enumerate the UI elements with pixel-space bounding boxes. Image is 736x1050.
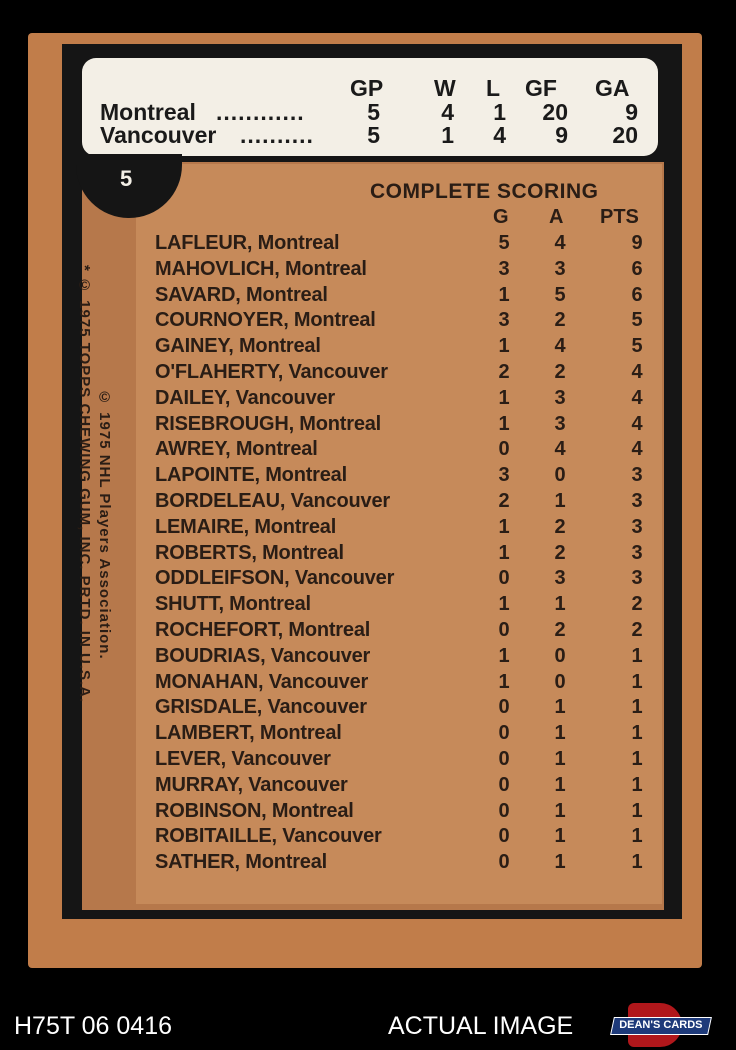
player-name: GRISDALE, Vancouver	[155, 696, 367, 719]
player-goals: 1	[498, 593, 510, 616]
actual-image-label: ACTUAL IMAGE	[388, 1012, 574, 1040]
player-points: 3	[631, 464, 643, 487]
table-row	[28, 825, 702, 851]
team-l: 1	[493, 99, 506, 125]
player-name: MONAHAN, Vancouver	[155, 670, 369, 693]
series-stats-box	[82, 58, 658, 156]
table-row	[28, 464, 702, 490]
player-assists: 1	[554, 593, 566, 616]
team-ga: 9	[625, 99, 638, 125]
player-name: SAVARD, Montreal	[155, 283, 328, 306]
team-gf: 20	[542, 99, 568, 125]
table-row	[28, 542, 702, 568]
player-points: 6	[631, 257, 643, 280]
player-assists: 4	[554, 232, 566, 254]
deans-cards-logo	[612, 1003, 708, 1047]
player-assists: 1	[554, 799, 566, 822]
player-goals: 0	[498, 799, 510, 822]
header-gf: GF	[525, 75, 557, 101]
table-row	[28, 748, 702, 774]
player-name: MAHOVLICH, Montreal	[155, 257, 367, 280]
player-goals: 0	[498, 438, 510, 461]
player-name: AWREY, Montreal	[155, 438, 318, 461]
column-g: G	[493, 206, 509, 228]
player-goals: 1	[498, 670, 510, 693]
player-goals: 1	[498, 541, 510, 564]
player-goals: 2	[498, 361, 510, 383]
table-row	[28, 696, 702, 722]
player-points: 5	[631, 309, 643, 332]
player-assists: 2	[554, 619, 566, 641]
player-assists: 5	[554, 283, 566, 306]
logo-ribbon	[610, 1017, 712, 1035]
table-row	[28, 800, 702, 826]
player-points: 1	[631, 722, 643, 745]
team-w: 1	[441, 122, 454, 148]
player-points: 4	[631, 386, 643, 409]
player-points: 1	[631, 773, 643, 796]
team-gp: 5	[367, 99, 380, 125]
player-assists: 1	[554, 722, 566, 745]
header-l: L	[486, 75, 501, 101]
table-row	[28, 413, 702, 439]
player-name: ROCHEFORT, Montreal	[155, 619, 371, 641]
player-assists: 1	[554, 490, 566, 512]
player-points: 1	[631, 799, 643, 822]
player-assists: 2	[554, 541, 566, 564]
team-dots: ..........	[240, 122, 314, 148]
player-name: RISEBROUGH, Montreal	[155, 412, 382, 435]
player-name: O'FLAHERTY, Vancouver	[155, 361, 388, 383]
inventory-code: H75T 06 0416	[14, 1012, 172, 1040]
player-goals: 0	[498, 773, 510, 796]
header-gp: GP	[350, 75, 384, 101]
player-name: LEMAIRE, Montreal	[155, 515, 337, 538]
player-assists: 2	[554, 515, 566, 538]
table-row	[28, 361, 702, 387]
player-name: LAPOINTE, Montreal	[155, 464, 347, 487]
player-points: 2	[631, 593, 643, 616]
player-points: 2	[631, 619, 643, 641]
player-assists: 3	[554, 567, 566, 590]
player-points: 4	[631, 438, 643, 461]
player-points: 3	[631, 541, 643, 564]
player-goals: 0	[498, 567, 510, 590]
player-assists: 1	[554, 696, 566, 719]
player-goals: 0	[498, 748, 510, 770]
copyright-nhlpa: © 1975 NHL Players Association.	[96, 389, 113, 660]
player-points: 4	[631, 361, 643, 383]
player-assists: 0	[554, 670, 566, 693]
player-assists: 1	[554, 825, 566, 848]
player-name: LAMBERT, Montreal	[155, 722, 342, 745]
table-row	[28, 516, 702, 542]
player-points: 1	[631, 851, 643, 874]
player-goals: 0	[498, 825, 510, 848]
player-goals: 1	[498, 515, 510, 538]
table-row	[28, 619, 702, 645]
player-name: BOUDRIAS, Vancouver	[155, 644, 371, 667]
player-assists: 1	[554, 851, 566, 874]
scoring-title: COMPLETE SCORING	[370, 180, 599, 203]
table-row	[28, 284, 702, 310]
player-points: 4	[631, 412, 643, 435]
team-name-vancouver: Vancouver	[100, 122, 217, 148]
player-goals: 0	[498, 696, 510, 719]
table-row	[28, 851, 702, 877]
player-points: 1	[631, 670, 643, 693]
player-assists: 1	[554, 748, 566, 770]
table-row	[28, 309, 702, 335]
player-goals: 1	[498, 283, 510, 306]
table-row	[28, 258, 702, 284]
player-name: BORDELEAU, Vancouver	[155, 490, 390, 512]
player-points: 1	[631, 644, 643, 667]
table-row	[28, 490, 702, 516]
team-gf: 9	[555, 122, 568, 148]
player-name: COURNOYER, Montreal	[155, 309, 376, 332]
team-ga: 20	[612, 122, 638, 148]
player-points: 1	[631, 748, 643, 770]
player-assists: 4	[554, 335, 566, 358]
player-assists: 4	[554, 438, 566, 461]
team-name-montreal: Montreal	[100, 99, 196, 125]
table-row	[28, 567, 702, 593]
player-goals: 1	[498, 335, 510, 358]
player-name: DAILEY, Vancouver	[155, 386, 335, 409]
player-goals: 3	[498, 257, 510, 280]
column-a: A	[549, 206, 564, 228]
team-l: 4	[493, 122, 506, 148]
player-name: LAFLEUR, Montreal	[155, 232, 340, 254]
player-goals: 2	[498, 490, 510, 512]
player-goals: 1	[498, 644, 510, 667]
player-name: ROBINSON, Montreal	[155, 799, 354, 822]
table-row	[28, 774, 702, 800]
team-w: 4	[441, 99, 454, 125]
player-name: MURRAY, Vancouver	[155, 773, 348, 796]
column-pts: PTS	[600, 206, 639, 228]
table-row	[28, 387, 702, 413]
player-goals: 0	[498, 722, 510, 745]
table-row	[28, 722, 702, 748]
table-row	[28, 232, 702, 258]
player-assists: 0	[554, 464, 566, 487]
player-assists: 3	[554, 412, 566, 435]
player-points: 9	[631, 232, 643, 254]
table-row	[28, 438, 702, 464]
table-row	[28, 593, 702, 619]
table-row	[28, 645, 702, 671]
player-points: 1	[631, 825, 643, 848]
table-row	[28, 671, 702, 697]
header-w: W	[434, 75, 456, 101]
player-points: 6	[631, 283, 643, 306]
player-goals: 1	[498, 412, 510, 435]
player-points: 3	[631, 515, 643, 538]
player-points: 1	[631, 696, 643, 719]
player-assists: 3	[554, 257, 566, 280]
player-points: 5	[631, 335, 643, 358]
team-dots: ............	[216, 99, 305, 125]
player-name: SHUTT, Montreal	[155, 593, 311, 616]
player-assists: 3	[554, 386, 566, 409]
team-gp: 5	[367, 122, 380, 148]
player-assists: 1	[554, 773, 566, 796]
player-goals: 3	[498, 464, 510, 487]
player-name: ODDLEIFSON, Vancouver	[155, 567, 395, 590]
player-points: 3	[631, 490, 643, 512]
player-goals: 1	[498, 386, 510, 409]
card-number: 5	[120, 166, 133, 191]
player-name: SATHER, Montreal	[155, 851, 327, 874]
player-assists: 0	[554, 644, 566, 667]
player-points: 3	[631, 567, 643, 590]
player-goals: 3	[498, 309, 510, 332]
table-row	[28, 335, 702, 361]
trading-card-back	[28, 33, 702, 968]
player-name: ROBITAILLE, Vancouver	[155, 825, 382, 848]
player-goals: 0	[498, 619, 510, 641]
player-assists: 2	[554, 309, 566, 332]
copyright-topps: * © 1975 TOPPS CHEWING GUM, INC. PRTD. IN U.S.A.	[76, 265, 93, 704]
header-ga: GA	[595, 75, 630, 101]
logo-text: DEAN'S CARDS	[619, 1019, 703, 1031]
player-goals: 5	[498, 232, 510, 254]
player-name: GAINEY, Montreal	[155, 335, 321, 358]
player-name: LEVER, Vancouver	[155, 748, 331, 770]
player-goals: 0	[498, 851, 510, 874]
player-name: ROBERTS, Montreal	[155, 541, 344, 564]
player-assists: 2	[554, 361, 566, 383]
